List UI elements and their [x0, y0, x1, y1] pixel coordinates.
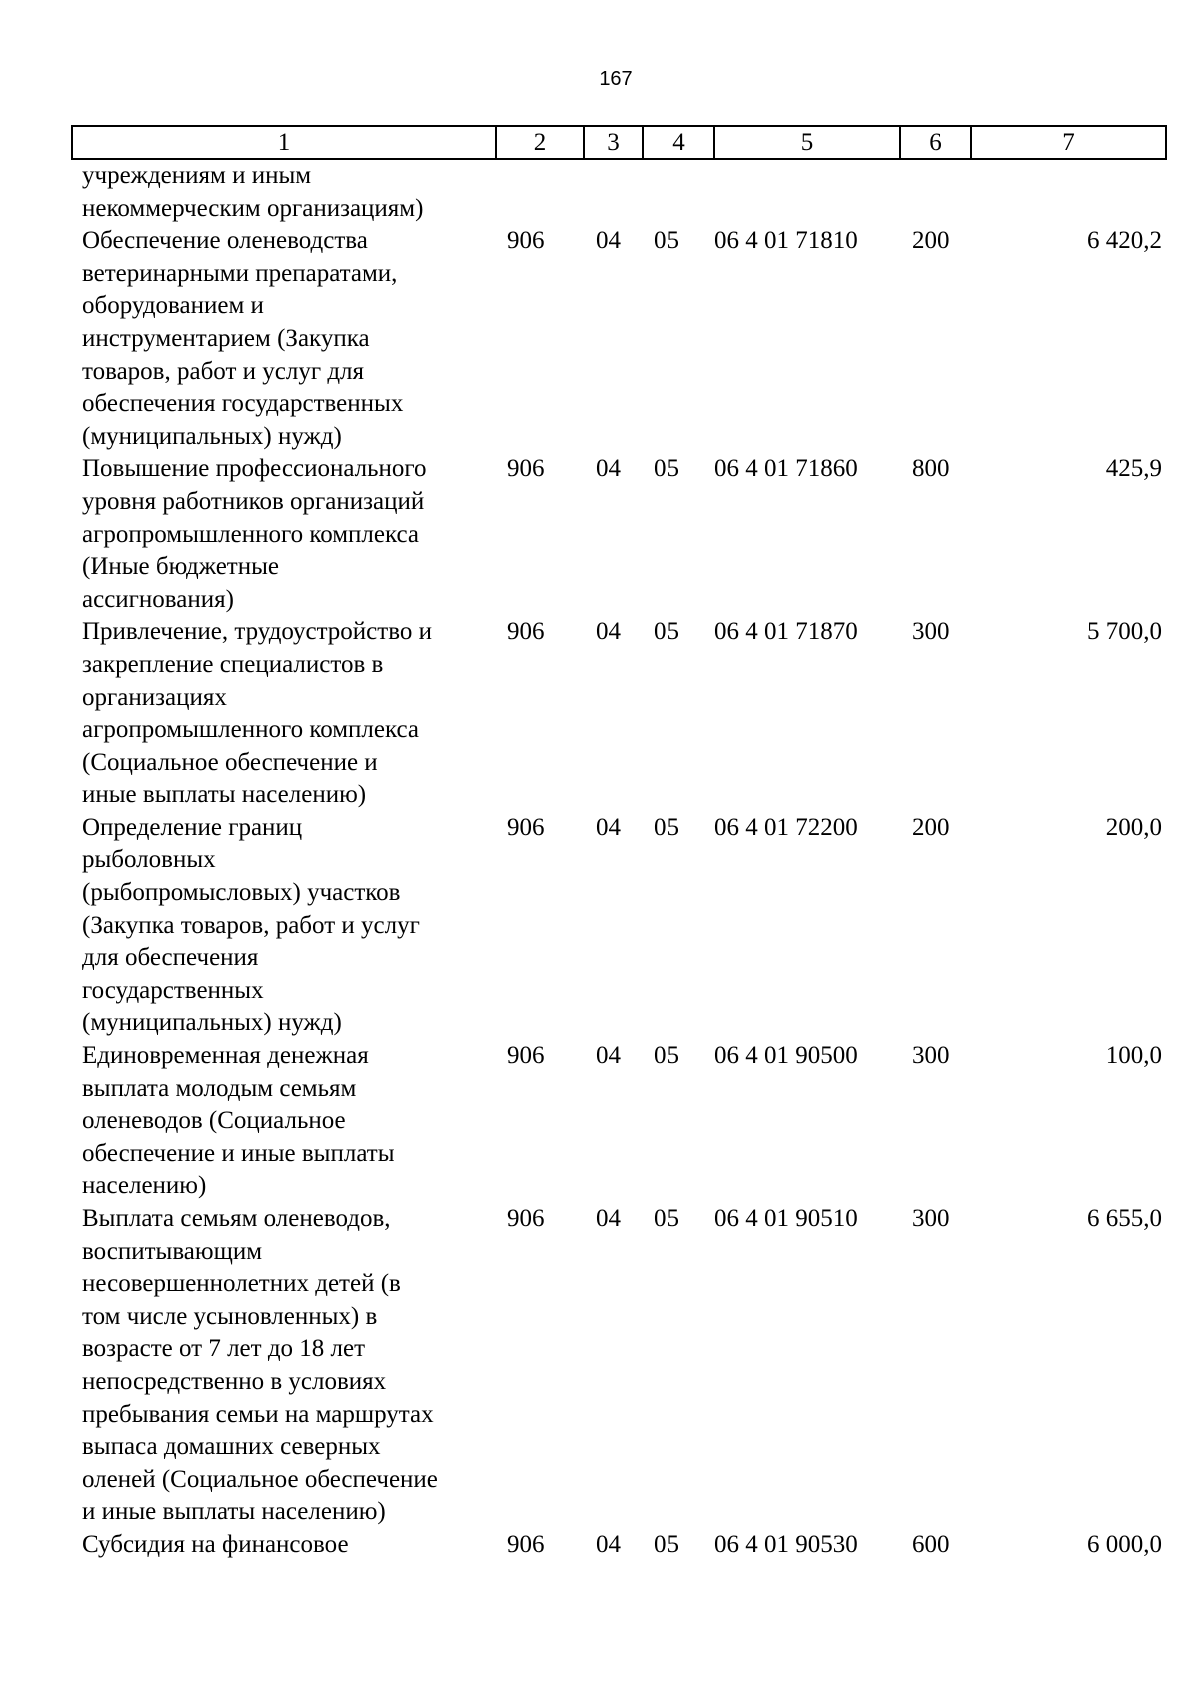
row-amount: 6 655,0 — [1087, 1205, 1162, 1232]
column-number-header — [71, 125, 1167, 160]
table-row — [82, 1529, 1182, 1562]
row-description: Единовременная денежная выплата молодым семьям оленеводов (Социальное обеспечение и иные выплаты населению) — [82, 1042, 395, 1200]
row-section-code: 04 — [596, 1205, 621, 1232]
row-subsection-code: 05 — [654, 1042, 679, 1070]
row-target-article: 06 4 01 71870 — [714, 618, 858, 646]
row-description: Привлечение, трудоустройство и закрепление специалистов в организациях агропромышленного комплекса (Социальное обеспечение и иные выплаты населению) — [82, 618, 432, 809]
row-ministry-code: 906 — [507, 1530, 545, 1558]
row-subsection-code: 05 — [654, 1530, 679, 1558]
row-expense-type: 800 — [912, 455, 950, 483]
row-target-article: 06 4 01 90510 — [714, 1205, 858, 1232]
row-target-article: 06 4 01 71860 — [714, 455, 858, 483]
row-section-code: 04 — [596, 227, 621, 255]
row-expense-type: 300 — [912, 1042, 950, 1070]
row-amount: 425,9 — [1105, 455, 1162, 483]
row-expense-type: 200 — [912, 813, 950, 841]
row-subsection-code: 05 — [654, 813, 679, 841]
table-row — [82, 453, 1182, 616]
row-expense-type: 600 — [912, 1530, 950, 1558]
page-number: 167 — [599, 68, 633, 90]
row-subsection-code: 05 — [654, 455, 679, 483]
row-target-article: 06 4 01 90500 — [714, 1042, 858, 1070]
row-description: учреждениям и иным некоммерческим организациям) — [82, 162, 424, 222]
row-ministry-code: 906 — [507, 227, 545, 255]
header-col-2: 2 — [496, 126, 584, 159]
row-description: Обеспечение оленеводства ветеринарными препаратами, оборудованием и инструментарием (Закупка товаров, работ и услуг для обеспечения государственных (муниципальных) нужд) — [82, 227, 404, 450]
row-expense-type: 300 — [912, 618, 950, 646]
row-subsection-code: 05 — [654, 618, 679, 646]
row-amount: 6 420,2 — [1087, 227, 1162, 255]
table-row-continuation — [82, 160, 1182, 225]
row-subsection-code: 05 — [654, 227, 679, 255]
row-subsection-code: 05 — [654, 1205, 679, 1232]
table-row — [82, 225, 1182, 453]
row-section-code: 04 — [596, 1530, 621, 1558]
row-amount: 100,0 — [1105, 1042, 1162, 1070]
row-amount: 6 000,0 — [1087, 1530, 1162, 1558]
row-ministry-code: 906 — [507, 1205, 545, 1232]
header-col-4: 4 — [643, 126, 714, 159]
row-description: Повышение профессионального уровня работников организаций агропромышленного комплекса (Иные бюджетные ассигнования) — [82, 455, 427, 613]
row-description: Определение границ рыболовных (рыбопромысловых) участков (Закупка товаров, работ и услуг для обеспечения государственных (муниципальных) нужд) — [82, 813, 420, 1037]
row-description: Субсидия на финансовое — [82, 1530, 349, 1558]
header-row — [72, 126, 1166, 159]
header-col-3: 3 — [584, 126, 643, 159]
row-section-code: 04 — [596, 813, 621, 841]
row-amount: 200,0 — [1105, 813, 1162, 841]
row-description: Выплата семьям оленеводов, воспитывающим несовершеннолетних детей (в том числе усыновленных) в возрасте от 7 лет до 18 лет непосредственно в условиях пребывания семьи на маршрутах выпаса домашних северных оленей (Социальное обеспечение и иные выплаты населению) — [82, 1205, 438, 1526]
row-ministry-code: 906 — [507, 455, 545, 483]
row-target-article: 06 4 01 71810 — [714, 227, 858, 255]
row-ministry-code: 906 — [507, 813, 545, 841]
header-col-6: 6 — [900, 126, 971, 159]
header-col-7: 7 — [971, 126, 1166, 159]
row-ministry-code: 906 — [507, 1042, 545, 1070]
row-ministry-code: 906 — [507, 618, 545, 646]
table-row — [82, 616, 1182, 812]
row-expense-type: 200 — [912, 227, 950, 255]
row-section-code: 04 — [596, 618, 621, 646]
header-col-1: 1 — [72, 126, 496, 159]
table-row — [82, 1203, 1182, 1529]
row-amount: 5 700,0 — [1087, 618, 1162, 646]
table-body — [82, 160, 1182, 1562]
table-row — [82, 1040, 1182, 1203]
row-section-code: 04 — [596, 455, 621, 483]
row-expense-type: 300 — [912, 1205, 950, 1232]
header-col-5: 5 — [714, 126, 900, 159]
row-target-article: 06 4 01 90530 — [714, 1530, 858, 1558]
row-section-code: 04 — [596, 1042, 621, 1070]
table-row — [82, 812, 1182, 1040]
row-target-article: 06 4 01 72200 — [714, 813, 858, 841]
